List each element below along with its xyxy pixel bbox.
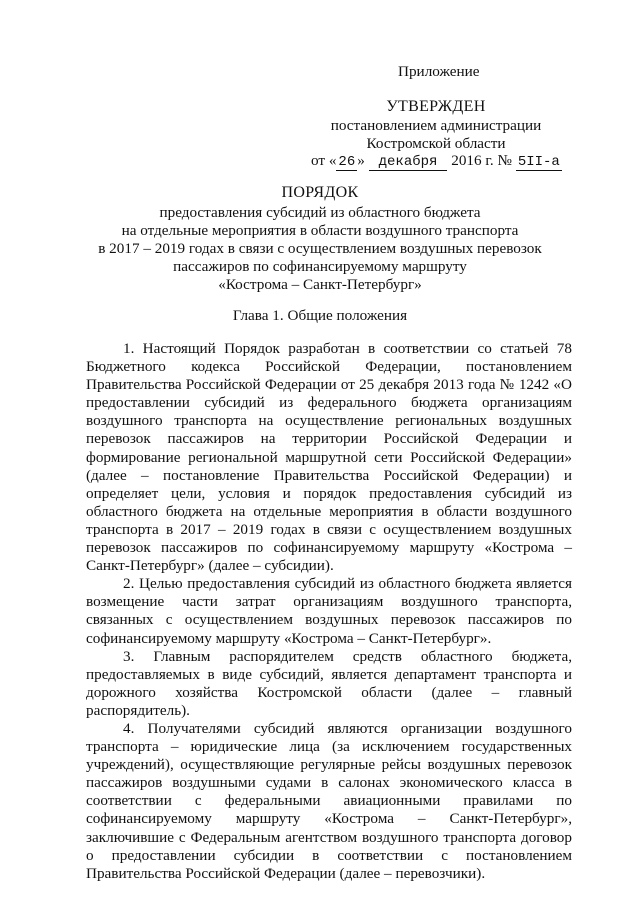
title-heading: ПОРЯДОК [281, 184, 359, 201]
document-number: 5II-а [517, 154, 560, 170]
paragraph-1: 1. Настоящий Порядок разработан в соответствии со статьей 78 Бюджетного кодекса Российской Федерации, постановлением Правительства Российской Федерации от 25 декабря 2013 года № 1242 «О предоставлении субсидий из федерального бюджета организациям воздушного транспорта на осуществление региональных воздушных перевозок пассажиров на территории Российской Федерации и формирование региональной маршрутной сети Российской Федерации» (далее – постановление Правительства Российской Федерации) и определяет цели, условия и порядок предоставления субсидий из областного бюджета на отдельные мероприятия в области воздушного транспорта в 2017 – 2019 годах в связи с осуществлением воздушных перевозок пассажиров по софинансируемому маршруту «Кострома – Санкт-Петербург» (далее – субсидии). [86, 340, 572, 575]
title-line-5: «Кострома – Санкт-Петербург» [218, 276, 422, 293]
approved-by-line-2: Костромской области [366, 135, 506, 152]
paragraph-2: 2. Целью предоставления субсидий из областного бюджета является возмещение части затрат организациям воздушного транспорта, связанных с осуществлением воздушных перевозок пассажиров по софинансируемому маршруту «Кострома – Санкт-Петербург». [86, 575, 572, 647]
title-line-1: предоставления субсидий из областного бюджета [159, 204, 481, 221]
title-line-2: на отдельные мероприятия в области воздушного транспорта [121, 222, 519, 239]
date-prefix: от « [311, 152, 337, 169]
paragraph-3: 3. Главным распорядителем средств областного бюджета, предоставляемых в виде субсидий, является департамент транспорта и дорожного хозяйства Костромской области (далее – главный распорядитель). [86, 647, 572, 719]
appendix-label: Приложение [398, 63, 480, 80]
date-day: 26 [338, 154, 356, 170]
document-body [86, 340, 572, 883]
approval-date-line [311, 152, 562, 171]
approved-stamp: УТВЕРЖДЕН [386, 98, 486, 115]
date-month: декабря [369, 154, 448, 171]
chapter-heading: Глава 1. Общие положения [232, 307, 408, 324]
title-line-3: в 2017 – 2019 годах в связи с осуществлением воздушных перевозок [98, 240, 542, 257]
date-mid: » [357, 152, 365, 169]
title-line-4: пассажиров по софинансируемому маршруту [173, 258, 467, 275]
date-year: 2016 г. № [451, 152, 513, 169]
paragraph-4: 4. Получателями субсидий являются организации воздушного транспорта – юридические лица (за исключением государственных учреждений), осуществляющие регулярные рейсы воздушных перевозок пассажиров воздушными судами в салонах экономического класса в соответствии с федеральными авиационными правилами по софинансируемому маршруту «Кострома – Санкт-Петербург», заключившие с Федеральным агентством воздушного транспорта договор о предоставлении субсидии в соответствии с постановлением Правительства Российской Федерации (далее – перевозчики). [86, 719, 572, 882]
approved-by-line-1: постановлением администрации [330, 117, 542, 134]
